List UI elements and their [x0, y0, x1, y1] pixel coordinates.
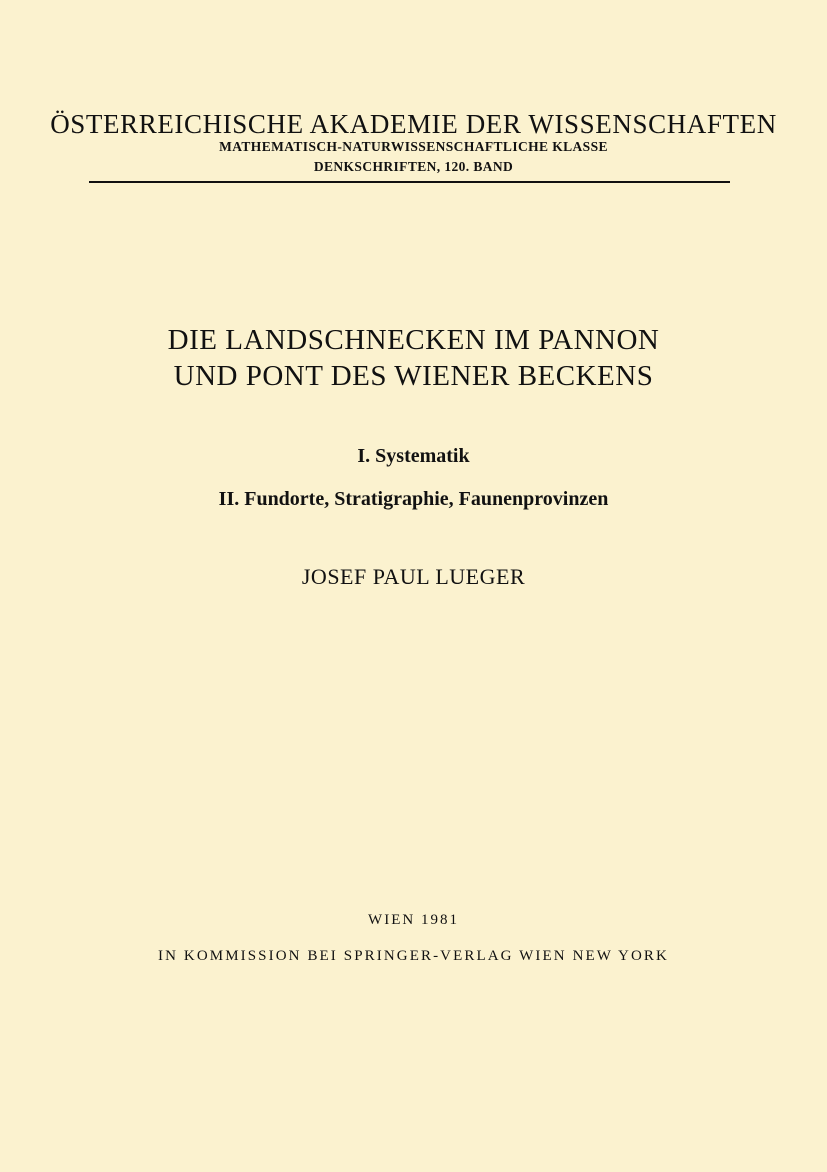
- part-title-2: II. Fundorte, Stratigraphie, Faunenprovinzen: [218, 488, 609, 510]
- series-volume: DENKSCHRIFTEN, 120. BAND: [313, 159, 514, 174]
- part-title-1: I. Systematik: [357, 445, 470, 467]
- author-name: JOSEF PAUL LUEGER: [301, 564, 526, 589]
- book-title-line-2: UND PONT DES WIENER BECKENS: [173, 360, 654, 392]
- academy-class: MATHEMATISCH-NATURWISSENSCHAFTLICHE KLASSE: [219, 139, 608, 154]
- academy-name: ÖSTERREICHISCHE AKADEMIE DER WISSENSCHAFTEN: [50, 109, 777, 139]
- publication-place-year: WIEN 1981: [368, 912, 459, 928]
- book-title-line-1: DIE LANDSCHNECKEN IM PANNON: [167, 324, 660, 356]
- publisher-line: IN KOMMISSION BEI SPRINGER-VERLAG WIEN NEW YORK: [158, 948, 669, 964]
- header-divider: [89, 181, 730, 183]
